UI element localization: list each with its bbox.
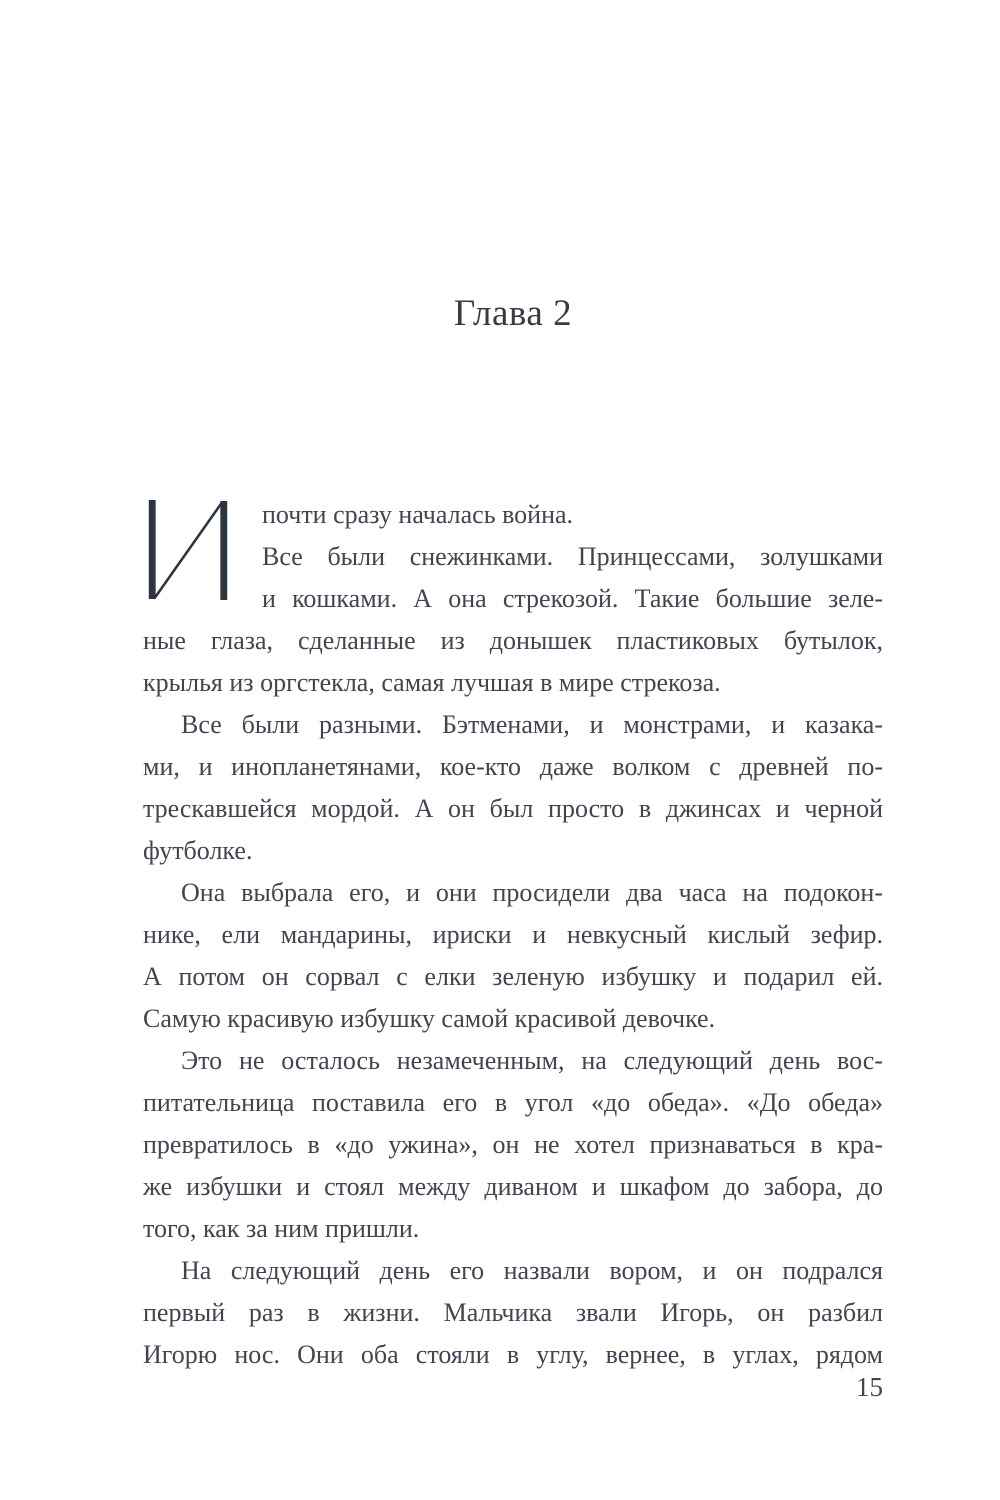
- page-number: 15: [856, 1372, 883, 1402]
- text-line: Все были разными. Бэтменами, и монстрами, и казака-: [181, 710, 883, 739]
- text-line: ми, и инопланетянами, кое-кто даже волком с древней по-: [143, 752, 883, 781]
- text-line: трескавшейся мордой. А он был просто в джинсах и черной: [143, 794, 883, 823]
- dropcap-letter-i: [143, 500, 233, 600]
- text-line: А потом он сорвал с елки зеленую избушку и подарил ей.: [143, 962, 883, 991]
- text-line: Это не осталось незамеченным, на следующий день вос-: [181, 1046, 883, 1075]
- text-line: На следующий день его назвали вором, и он подрался: [181, 1256, 883, 1285]
- text-line: первый раз в жизни. Мальчика звали Игорь, он разбил: [143, 1298, 883, 1327]
- body-text: [143, 494, 883, 1376]
- text-line: Она выбрала его, и они просидели два часа на подокон-: [181, 878, 883, 907]
- text-line: питательница поставила его в угол «до обеда». «До обеда»: [143, 1088, 883, 1117]
- text-line: нике, ели мандарины, ириски и невкусный кислый зефир.: [143, 920, 883, 949]
- text-line: ные глаза, сделанные из донышек пластиковых бутылок,: [143, 626, 883, 655]
- chapter-title: Глава 2: [453, 293, 573, 334]
- text-line: Все были снежинками. Принцессами, золушками: [262, 542, 883, 571]
- text-line: почти сразу началась война.: [262, 500, 574, 529]
- text-line: же избушки и стоял между диваном и шкафом до забора, до: [143, 1172, 883, 1201]
- text-line: и кошками. А она стрекозой. Такие большие зеле-: [262, 584, 883, 613]
- text-line: превратилось в «до ужина», он не хотел признаваться в кра-: [143, 1130, 883, 1159]
- text-line: футболке.: [143, 836, 253, 865]
- text-line: крылья из оргстекла, самая лучшая в мире стрекоза.: [143, 668, 721, 697]
- text-line: того, как за ним пришли.: [143, 1214, 420, 1243]
- text-line: Игорю нос. Они оба стояли в углу, вернее, в углах, рядом: [143, 1340, 883, 1369]
- text-line: Самую красивую избушку самой красивой девочке.: [143, 1004, 716, 1033]
